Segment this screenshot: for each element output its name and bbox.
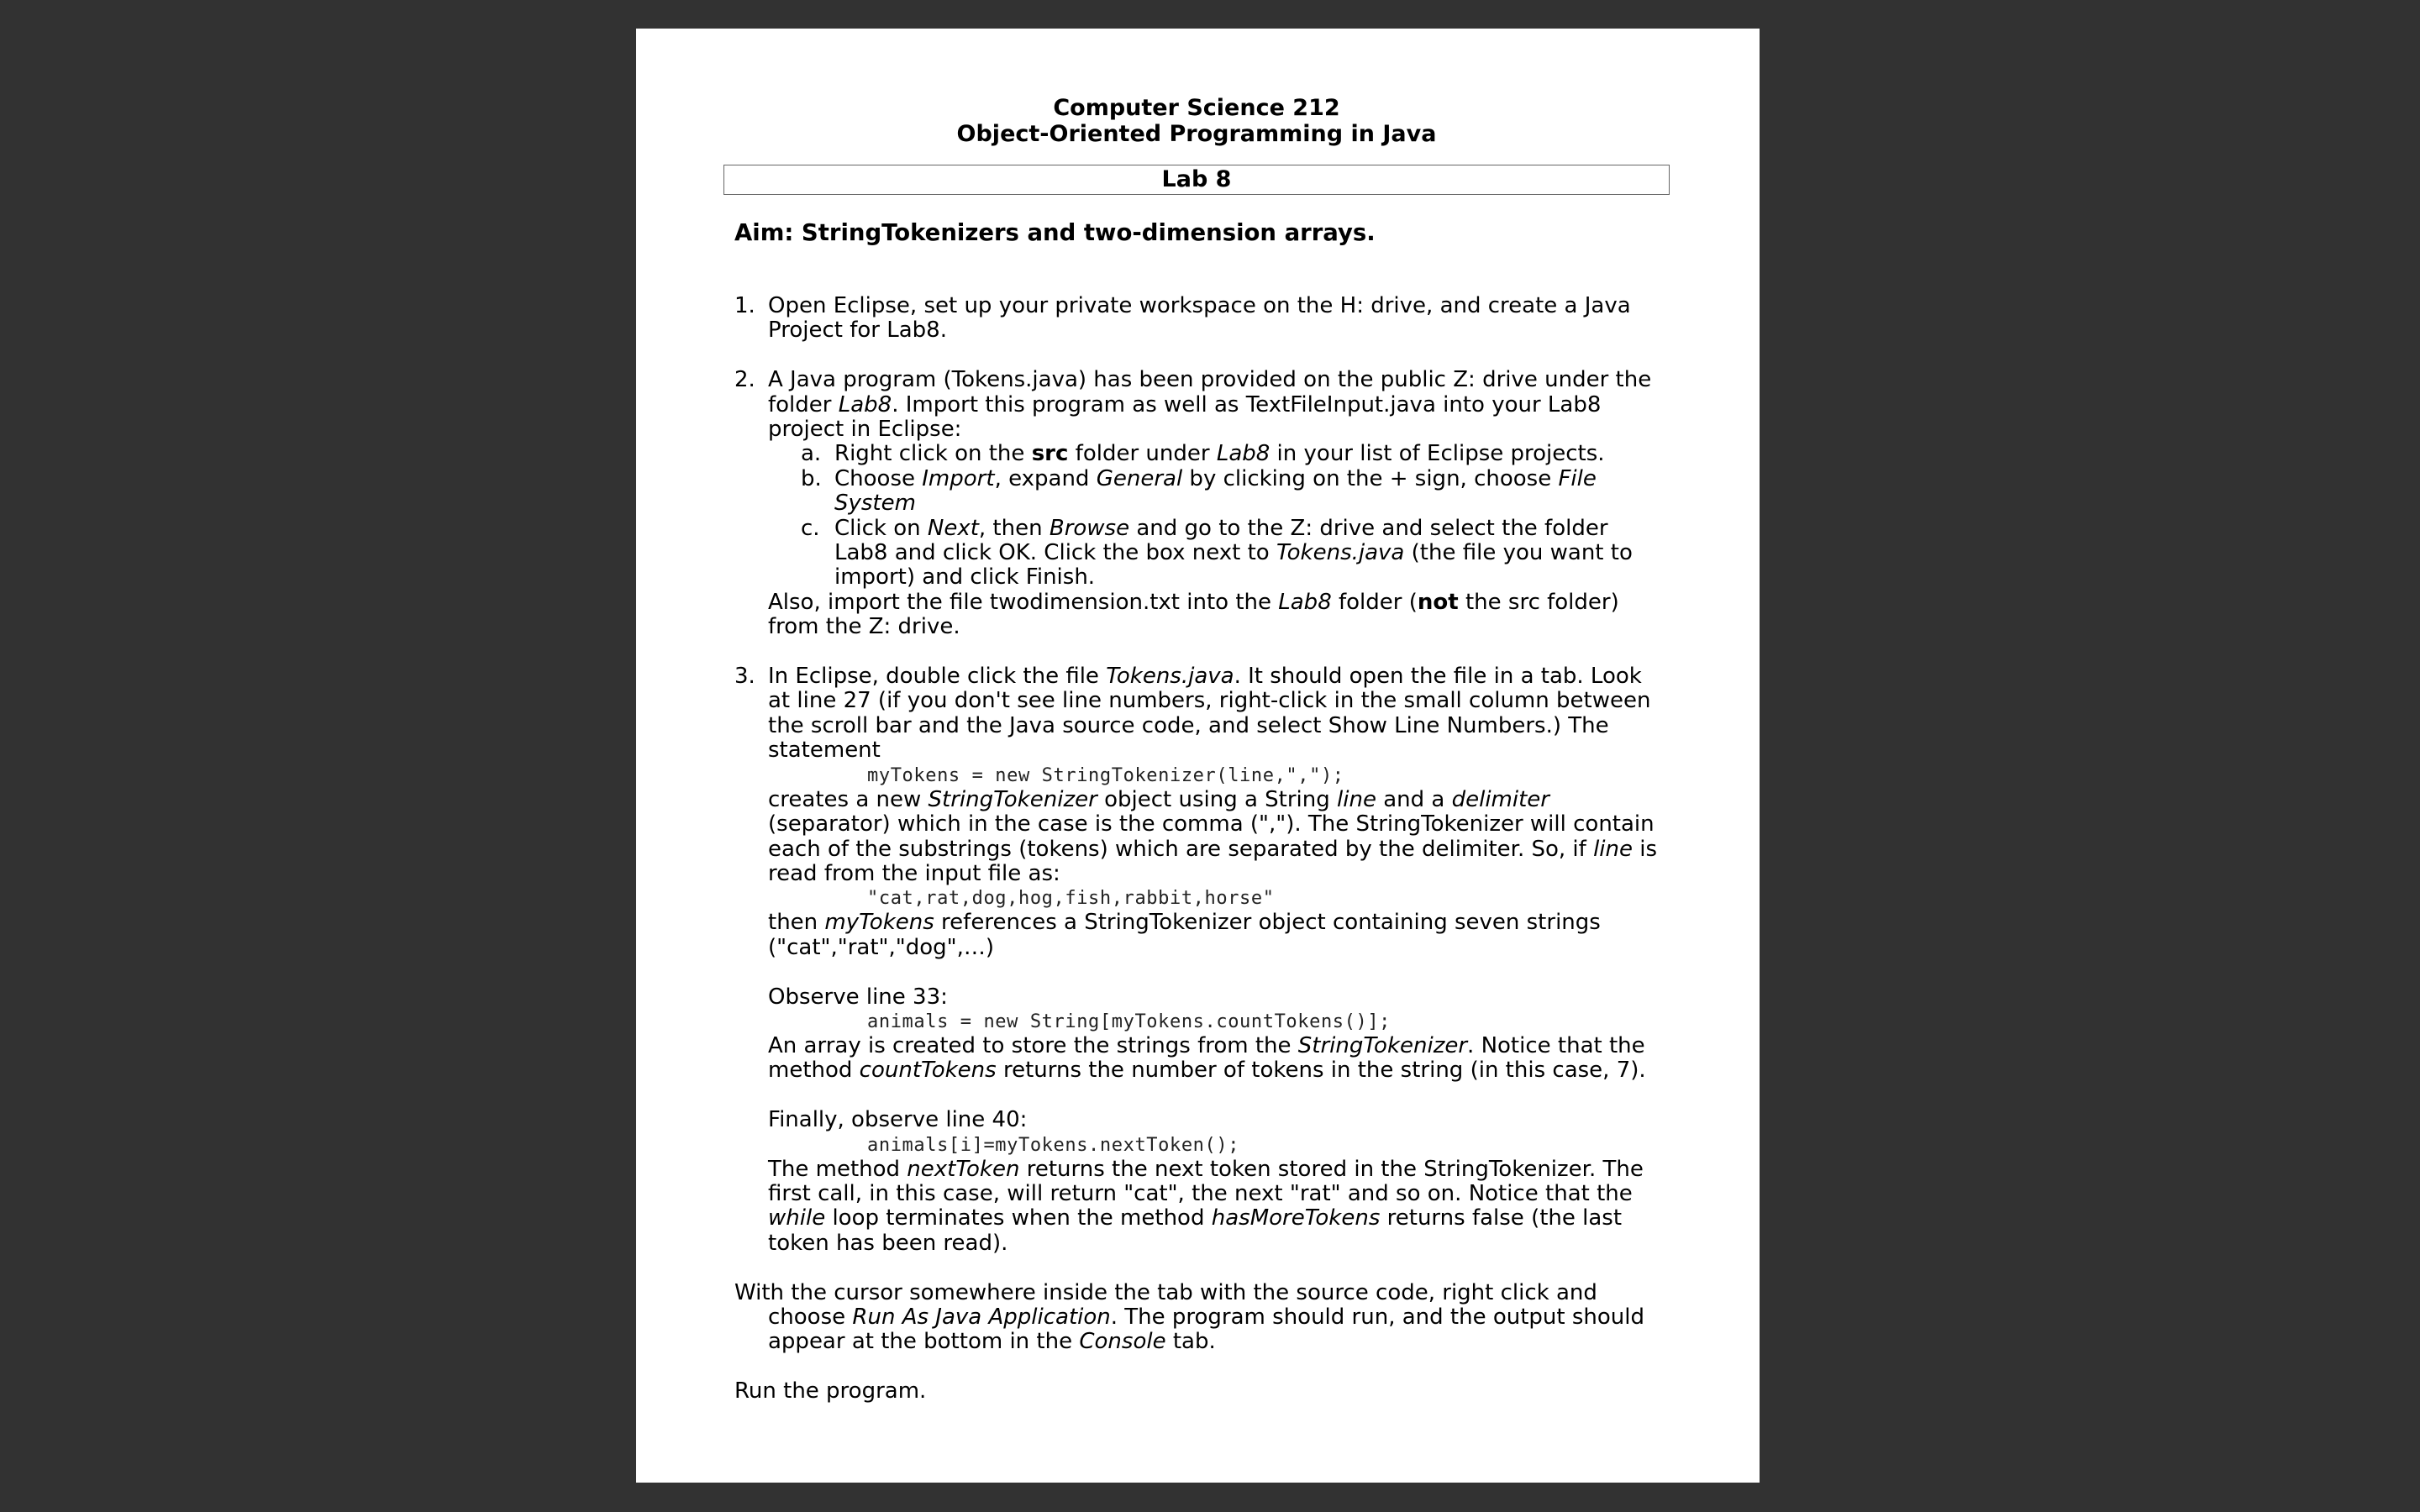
final-instruction: Run the program. (734, 1378, 927, 1404)
paragraph: Observe line 33: (768, 984, 948, 1010)
document-content (734, 95, 1659, 1429)
paragraph: creates a new StringTokenizer object using a String line and a delimiter (separator) which in the case is the comma (","). The StringTokenizer will contain each of the substrings (tokens) which are separated by the delimiter. So, if line is read from the input file as: (768, 786, 1658, 886)
lab-title: Lab 8 (1161, 166, 1232, 192)
paragraph: In Eclipse, double click the file Tokens.java. It should open the file in a tab. Look at line 27 (if you don't see line numbers, right-click in the small column between the scroll bar and the Java source code, and select Show Line Numbers.) The statement (768, 664, 1651, 764)
spacer (768, 960, 1659, 984)
code-snippet: animals[i]=myTokens.nextToken(); (867, 1134, 1240, 1156)
document-page (636, 29, 1760, 1483)
course-title: Computer Science 212 (1053, 95, 1340, 121)
document-header (734, 95, 1659, 147)
lab-title-box (723, 165, 1670, 195)
step-3 (734, 664, 1659, 1256)
spacer (768, 1084, 1659, 1108)
paragraph: The method nextToken returns the next token stored in the StringTokenizer. The first call, in this case, will return "cat", the next "rat" and so on. Notice that the while loop terminates when the method hasMoreTokens returns false (the last token has been read). (768, 1156, 1644, 1256)
course-subtitle: Object-Oriented Programming in Java (956, 121, 1437, 147)
import-note: Also, import the file twodimension.txt into the Lab8 folder (not the src folder) from the Z: drive. (768, 589, 1619, 640)
step-number: 3. (734, 664, 755, 690)
substep-c: c. Click on Next, then Browse and go to the Z: drive and select the folder Lab8 and click OK. Click the box next to Tokens.java (the file you want to import) and click Finish. (801, 515, 1633, 591)
paragraph: Finally, observe line 40: (768, 1107, 1028, 1133)
step-number: 1. (734, 293, 755, 318)
code-snippet: animals = new String[myTokens.countTokens()]; (867, 1011, 1392, 1032)
substep-letter: b. (801, 465, 822, 491)
run-instructions: With the cursor somewhere inside the tab with the source code, right click and choose Run As Java Application. The program should run, and the output should appear at the bottom in the Console tab. (734, 1279, 1644, 1355)
step-number: 2. (734, 367, 755, 393)
substep-letter: c. (801, 515, 820, 541)
code-snippet: myTokens = new StringTokenizer(line,","); (867, 764, 1344, 786)
substep-b: b. Choose Import, expand General by clicking on the + sign, choose File System (801, 465, 1597, 517)
step-2 (734, 368, 1659, 639)
code-snippet: "cat,rat,dog,hog,fish,rabbit,horse" (867, 888, 1275, 910)
step-text: Open Eclipse, set up your private workspace on the H: drive, and create a Java Project for Lab8. (768, 293, 1631, 344)
substep-letter: a. (801, 441, 822, 467)
instructions-list (734, 294, 1659, 1404)
step-intro: A Java program (Tokens.java) has been provided on the public Z: drive under the folder Lab8. Import this program as well as TextFileInput.java into your Lab8 project in Eclipse: (768, 367, 1652, 443)
aim-heading: Aim: StringTokenizers and two-dimension arrays. (734, 219, 1376, 246)
paragraph: then myTokens references a StringTokenizer object containing seven strings ("cat","rat","dog",…) (768, 910, 1601, 960)
step-1 (734, 294, 1659, 344)
paragraph: An array is created to store the strings from the StringTokenizer. Notice that the method countTokens returns the number of tokens in the string (in this case, 7). (768, 1032, 1646, 1084)
substep-a: a. Right click on the src folder under Lab8 in your list of Eclipse projects. (801, 441, 1605, 467)
